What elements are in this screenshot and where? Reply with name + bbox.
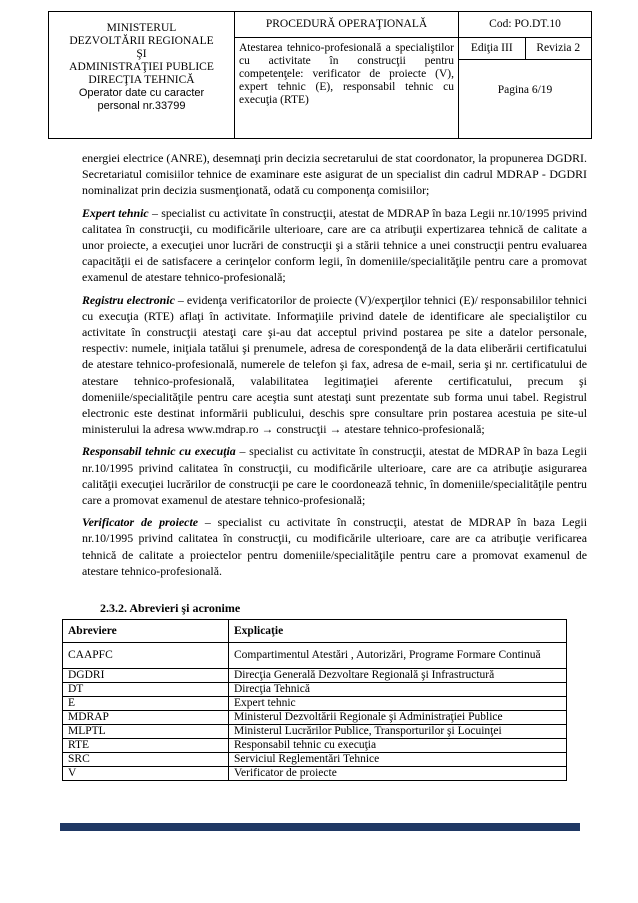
paragraph-responsabil-tehnic — [82, 443, 587, 508]
operator-line-2: personal nr.33799 — [97, 100, 186, 112]
definition-expert-tehnic: – specialist cu activitate în construcţii, atestat de MDRAP în baza Legii nr.10/1995 privind calitatea în construcţii, cu modificările ulterioare, care are ca atribuţii expertizarea tehnică de calitate a unor proiecte, a execuţiei unor lucrări de construcţii şi a stării tehnice a unei construcţii pentru evaluarea capacităţii ei de satisfacere a cerinţelor conform legii, în domeniile/specialităţile pentru care a promovat examenul de atestare tehnico-profesională; — [82, 205, 587, 285]
explanation-cell: Ministerul Dezvoltării Regionale şi Administraţiei Publice — [229, 711, 567, 725]
abbr-cell: DT — [63, 683, 229, 697]
definition-registru-electronic: – evidenţa verificatorilor de proiecte (V)/experţilor tehnici (E)/ responsabililor tehnici cu execuţia (RTE) aflaţi în activitate. Informaţiile privind datele de identificare ale specialiştilor cu activitate în construcţii atestaţi care şi-au dat acceptul privind postarea pe site a datelor personale, respectiv: numele, iniţiala tatălui şi prenumele, adresa de corespondenţă de la data eliberării certificatului de atestare tehnico-profesională, numerele de telefon şi fax, adresa de e-mail, seria şi nr. certificatului de atestare tehnico-profesională, valabilitatea legitimaţiei aferente certificatului, precum şi domeniile/specialităţile pentru care aceştia sunt atestaţi sunt prezentate sub forma unui tabel. Registrul electronic este destinat informării publicului, deschis spre consultare prin postarea acestuia pe site-ul ministerului la adresa www.mdrap.ro → construcţii → atestare tehnico-profesională; — [82, 292, 588, 437]
body-text — [82, 150, 587, 579]
header-procedure-cell — [235, 12, 459, 138]
table-row — [63, 697, 567, 711]
explanation-cell: Ministerul Lucrărilor Publice, Transporturilor şi Locuinţei — [229, 725, 567, 739]
procedure-title: PROCEDURĂ OPERAŢIONALĂ — [235, 12, 458, 38]
abbr-cell: CAAPFC — [63, 643, 229, 669]
explanation-cell: Direcţia Generală Dezvoltare Regională şi Infrastructură — [229, 669, 567, 683]
abbr-cell: V — [63, 767, 229, 781]
table-row — [63, 767, 567, 781]
edition-label: Ediţia III — [459, 38, 526, 59]
abbr-cell: DGDRI — [63, 669, 229, 683]
abbr-cell: MDRAP — [63, 711, 229, 725]
edition-revision-row — [459, 38, 591, 60]
explanation-cell: Responsabil tehnic cu execuţia — [229, 739, 567, 753]
ministry-line-2: DEZVOLTĂRII REGIONALE — [69, 35, 214, 47]
abbr-cell: SRC — [63, 753, 229, 767]
explanation-cell: Verificator de proiecte — [229, 767, 567, 781]
header-table — [48, 11, 592, 139]
term-registru-electronic: Registru electronic — [82, 292, 175, 307]
page-number: Pagina 6/19 — [497, 84, 553, 96]
paragraph-anre: energiei electrice (ANRE), desemnaţi prin decizia secretarului de stat coordonator, la propunerea DGDRI. Secretariatul comisiilor tehnice de examinare este asigurat de un specialist din cadrul MDRAP - DGDRI nominalizat prin decizia susmenţionată, odată cu componenţa comisiilor; — [82, 151, 587, 198]
table-row — [63, 739, 567, 753]
abbr-cell: RTE — [63, 739, 229, 753]
ministry-line-1: MINISTERUL — [106, 22, 177, 34]
procedure-code: Cod: PO.DT.10 — [459, 12, 591, 38]
operator-line-1: Operator date cu caracter — [78, 87, 205, 99]
header-explicatie: Explicaţie — [229, 620, 567, 643]
explanation-cell: Compartimentul Atestări , Autorizări, Programe Formare Continuă — [229, 643, 567, 669]
table-row — [63, 643, 567, 669]
header-code-cell — [459, 12, 591, 138]
paragraph-verificator-proiecte — [82, 514, 587, 579]
ministry-line-5: DIRECŢIA TEHNICĂ — [88, 74, 195, 86]
ministry-line-4: ADMINISTRAŢIEI PUBLICE — [69, 61, 214, 73]
table-row — [63, 711, 567, 725]
paragraph-expert-tehnic — [82, 205, 587, 286]
abbreviations-table — [62, 619, 567, 781]
revision-label: Revizia 2 — [536, 42, 581, 54]
explanation-cell: Direcţia Tehnică — [229, 683, 567, 697]
footer-bar — [60, 823, 580, 831]
abbr-cell: E — [63, 697, 229, 711]
abbr-cell: MLPTL — [63, 725, 229, 739]
table-row — [63, 753, 567, 767]
procedure-description: Atestarea tehnico-profesională a specialiştilor cu activitate în construcţii pentru competenţele: verificator de proiecte (V), expert tehnic (E), responsabil tehnic cu execuţia (RTE) — [239, 42, 454, 106]
explanation-cell: Serviciul Reglementări Tehnice — [229, 753, 567, 767]
header-ministry-cell — [49, 12, 235, 138]
ministry-line-3: ŞI — [136, 48, 147, 60]
table-row — [63, 669, 567, 683]
definition-verificator-proiecte: – specialist cu activitate în construcţii, atestat de MDRAP în baza Legii nr.10/1995 privind calitatea în construcţii, cu modificările ulterioare, care are ca atribuţie verificarea tehnică de calitate a proiectelor pentru domeniile/specialităţile pentru care a promovat examenul de atestare tehnico-profesională. — [82, 515, 587, 578]
term-verificator-proiecte: Verificator de proiecte — [82, 515, 199, 530]
header-abreviere: Abreviere — [63, 620, 229, 643]
term-expert-tehnic: Expert tehnic — [82, 205, 149, 220]
paragraph-registru-electronic — [82, 292, 587, 438]
explanation-cell: Expert tehnic — [229, 697, 567, 711]
definition-responsabil-tehnic: – specialist cu activitate în construcţii, atestat de MDRAP în baza Legii nr.10/1995 privind calitatea în construcţii, cu modificările ulterioare, care are ca atribuţie asigurarea calităţii execuţiei lucrărilor de construcţii pe care le coordonează tehnic, în domeniile/specialităţile pentru care a promovat examenul de atestare tehnico-profesională; — [82, 444, 588, 508]
section-heading: 2.3.2. Abrevieri şi acronime — [100, 601, 241, 615]
term-responsabil-tehnic: Responsabil tehnic cu execuţia — [82, 444, 236, 459]
table-header-row — [63, 620, 567, 643]
table-row — [63, 683, 567, 697]
table-row — [63, 725, 567, 739]
